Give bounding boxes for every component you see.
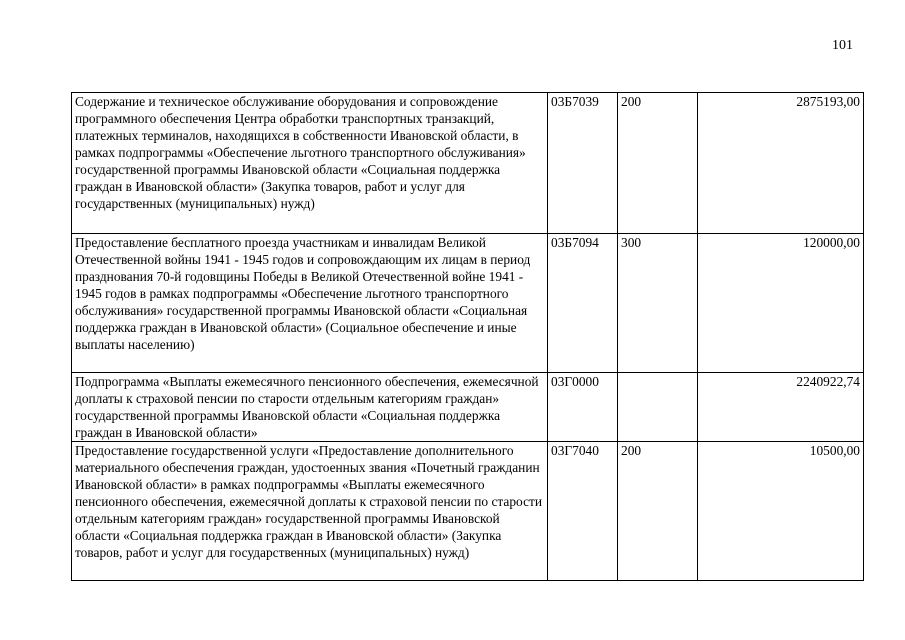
page-number: 101 — [832, 38, 853, 53]
table-row — [72, 373, 864, 442]
target-code-cell: 03Б7039 — [548, 93, 618, 234]
amount-cell: 10500,00 — [698, 442, 864, 581]
target-code-cell: 03Г0000 — [548, 373, 618, 442]
amount-cell: 120000,00 — [698, 234, 864, 373]
item-name-cell: Подпрограмма «Выплаты ежемесячного пенсионного обеспечения, ежемесячной доплаты к страховой пенсии по старости отдельным категориям граждан» государственной программы Ивановской области «Социальная поддержка граждан в Ивановской области» — [72, 373, 548, 442]
amount-cell: 2240922,74 — [698, 373, 864, 442]
expense-type-cell: 200 — [618, 93, 698, 234]
target-code-cell: 03Г7040 — [548, 442, 618, 581]
budget-table — [71, 92, 864, 581]
item-name-cell: Предоставление бесплатного проезда участникам и инвалидам Великой Отечественной войны 1941 - 1945 годов и сопровождающим их лицам в период празднования 70-й годовщины Победы в Великой Отечественной войне 1941 - 1945 годов в рамках подпрограммы «Обеспечение льготного транспортного обслуживания» государственной программы Ивановской области «Социальная поддержка граждан в Ивановской области» (Социальное обеспечение и иные выплаты населению) — [72, 234, 548, 373]
table-row — [72, 234, 864, 373]
item-name-cell: Предоставление государственной услуги «Предоставление дополнительного материального обеспечения граждан, удостоенных звания «Почетный гражданин Ивановской области» в рамках подпрограммы «Выплаты ежемесячного пенсионного обеспечения, ежемесячной доплаты к страховой пенсии по старости отдельным категориям граждан» государственной программы Ивановской области «Социальная поддержка граждан в Ивановской области» (Закупка товаров, работ и услуг для государственных (муниципальных) нужд) — [72, 442, 548, 581]
expense-type-cell: 200 — [618, 442, 698, 581]
item-name-cell: Содержание и техническое обслуживание оборудования и сопровождение программного обеспечения Центра обработки транспортных транзакций, платежных терминалов, находящихся в собственности Ивановской области, в рамках подпрограммы «Обеспечение льготного транспортного обслуживания» государственной программы Ивановской области «Социальная поддержка граждан в Ивановской области» (Закупка товаров, работ и услуг для государственных (муниципальных) нужд) — [72, 93, 548, 234]
table-row — [72, 442, 864, 581]
amount-cell: 2875193,00 — [698, 93, 864, 234]
expense-type-cell — [618, 373, 698, 442]
expense-type-cell: 300 — [618, 234, 698, 373]
table-row — [72, 93, 864, 234]
target-code-cell: 03Б7094 — [548, 234, 618, 373]
